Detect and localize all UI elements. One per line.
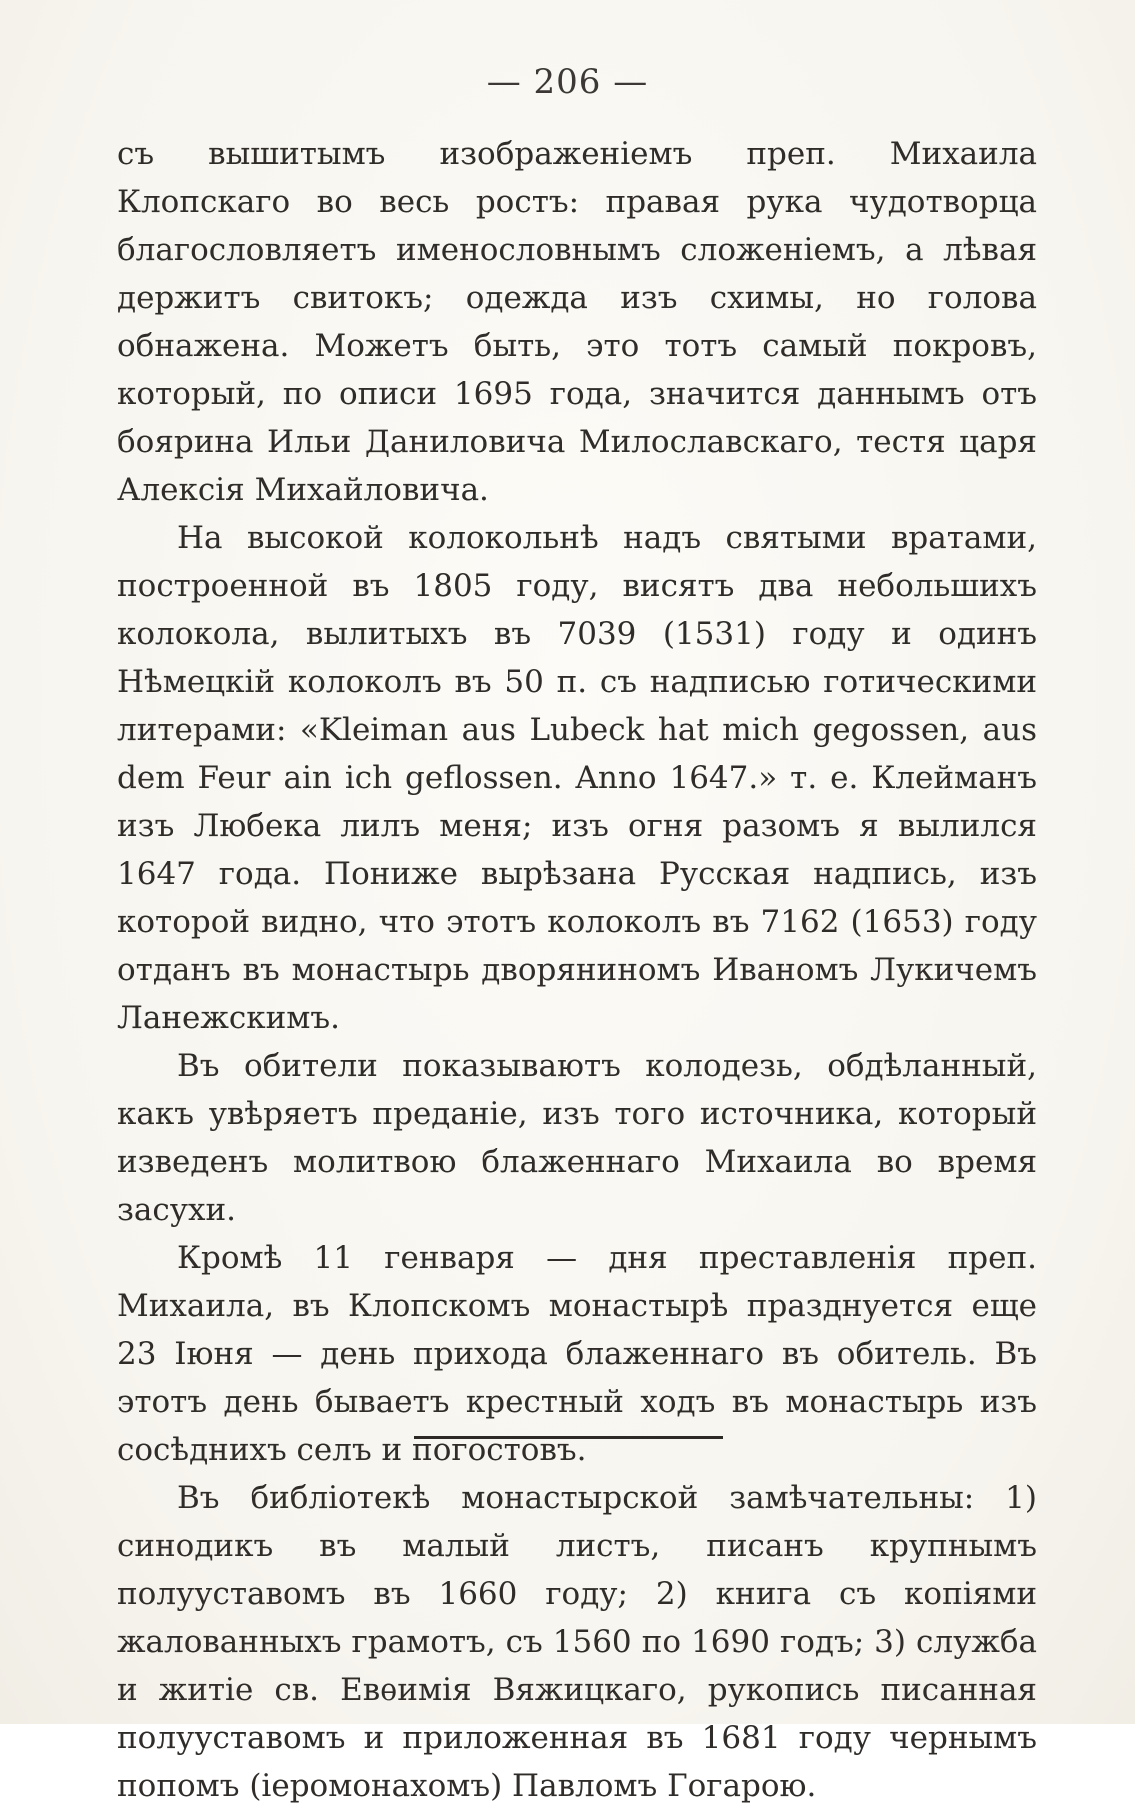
paragraph-shroud: съ вышитымъ изображенiемъ преп. Михаила Клопскаго во весь ростъ: правая рука чудотворца благословляетъ именословнымъ сложенiемъ, а лѣвая держитъ свитокъ; одежда изъ схимы, но голова обнажена. Можетъ быть, это тотъ самый покровъ, который, по описи 1695 года, значится даннымъ отъ боярина Ильи Даниловича Милославскаго, тестя царя Алексiя Михайловича. <box>117 136 1037 508</box>
paragraph-well: Въ обители показываютъ колодезь, обдѣланный, какъ увѣряетъ преданiе, изъ того источника, который изведенъ молитвою блаженнаго Михаила во время засухи. <box>117 1048 1037 1228</box>
body-text <box>117 130 1037 1810</box>
paragraph-feast-days: Кромѣ 11 генваря — дня преставленiя преп. Михаила, въ Клопскомъ монастырѣ празднуется еще 23 Iюня — день прихода блаженнаго въ обитель. Въ этотъ день бываетъ крестный ходъ въ монастырь изъ сосѣднихъ селъ и погостовъ. <box>117 1240 1037 1468</box>
page-number: — 206 — <box>486 62 649 102</box>
section-divider <box>414 1436 723 1439</box>
paragraph-library: Въ библiотекѣ монастырской замѣчательны: 1) синодикъ въ малый листъ, писанъ крупнымъ полууставомъ въ 1660 году; 2) книга съ копiями жалованныхъ грамотъ, съ 1560 по 1690 годъ; 3) служба и житiе св. Евѳимiя Вяжицкаго, рукопись писанная полууставомъ и приложенная въ 1681 году чернымъ попомъ (iеромонахомъ) Павломъ Гогарою. <box>117 1480 1037 1804</box>
paragraph-bells: На высокой колокольнѣ надъ святыми вратами, построенной въ 1805 году, висятъ два небольшихъ колокола, вылитыхъ въ 7039 (1531) году и одинъ Нѣмецкiй колоколъ въ 50 п. съ надписью готическими литерами: «Kleiman aus Lubeck hat mich gegossen, aus dem Feur ain ich geflossen. Anno 1647.» т. е. Клейманъ изъ Любека лилъ меня; изъ огня разомъ я вылился 1647 года. Пониже вырѣзана Русская надпись, изъ которой видно, что этотъ колоколъ въ 7162 (1653) году отданъ въ монастырь дворяниномъ Иваномъ Лукичемъ Ланежскимъ. <box>117 520 1037 1036</box>
